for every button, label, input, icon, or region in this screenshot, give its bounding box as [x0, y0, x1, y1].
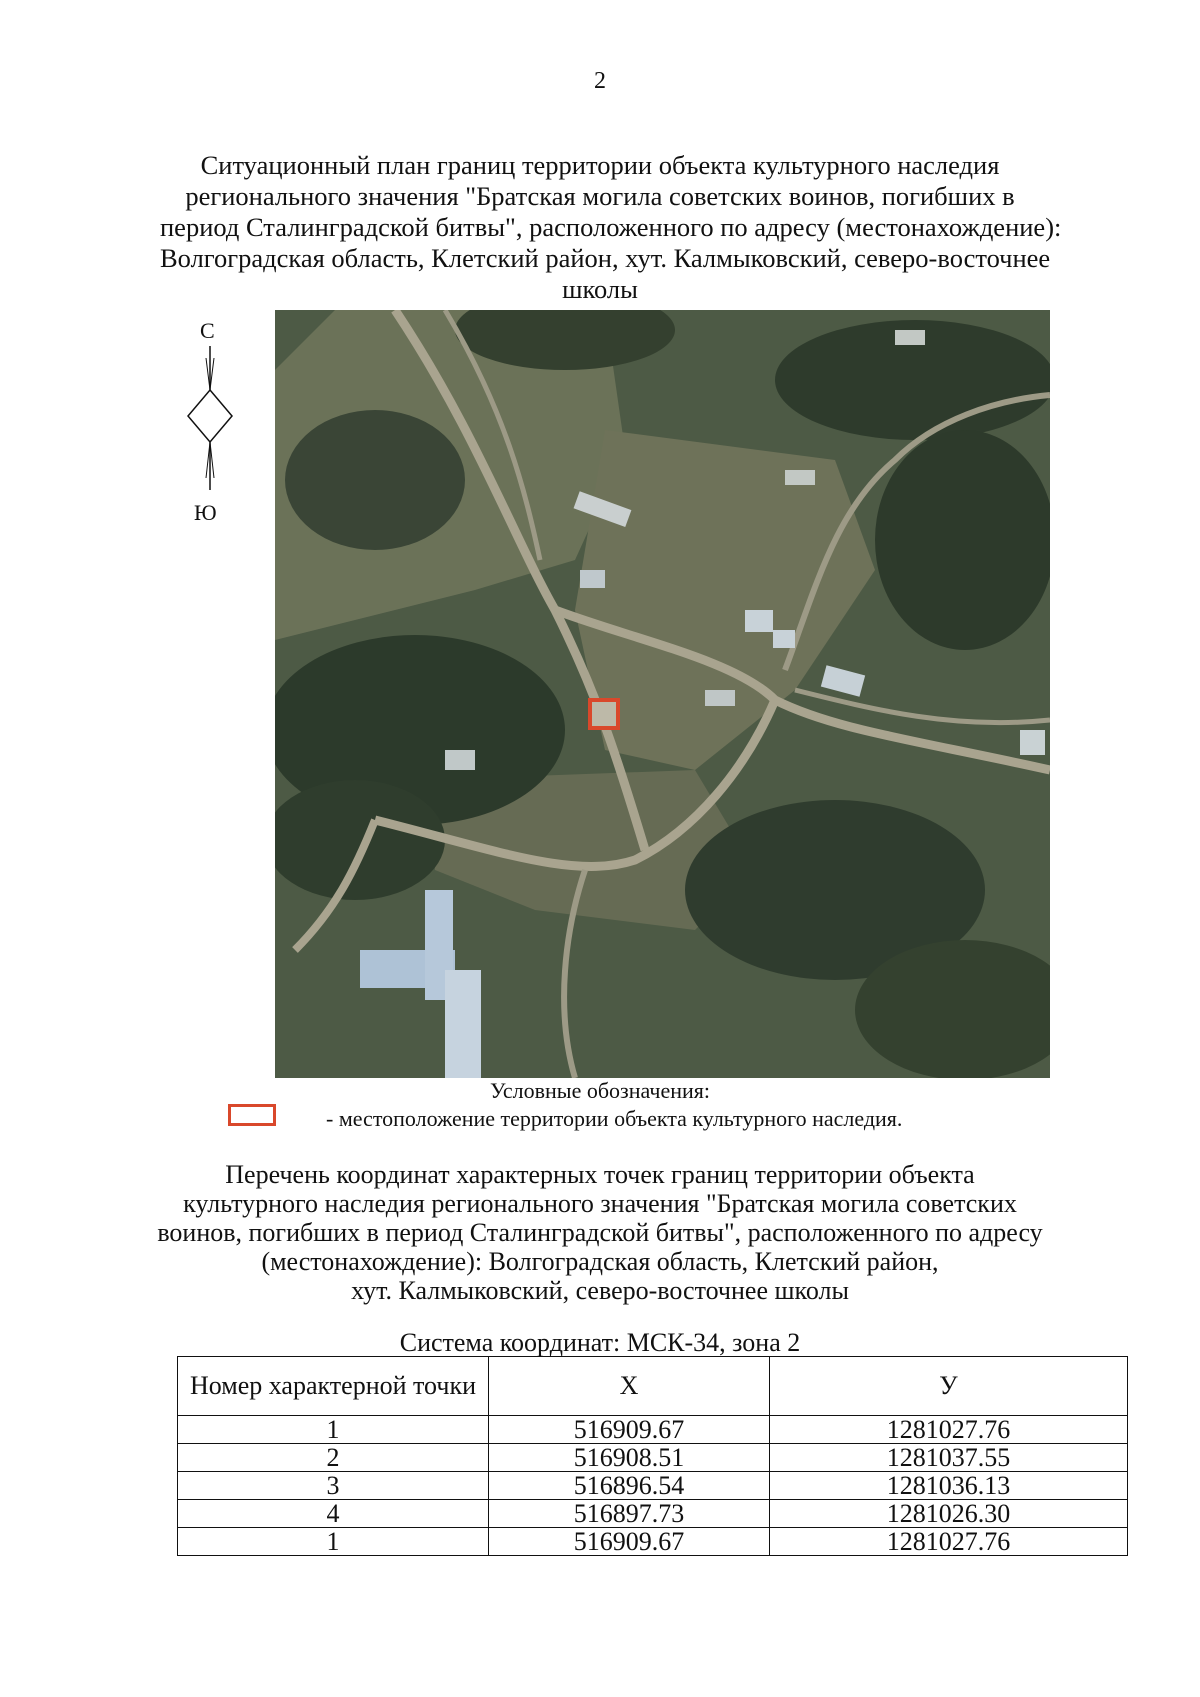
- cell-y: 1281026.30: [770, 1500, 1128, 1528]
- document-title: [160, 150, 1062, 305]
- satellite-map-image: [275, 310, 1050, 1078]
- cell-y: 1281027.76: [770, 1528, 1128, 1556]
- cell-y: 1281037.55: [770, 1444, 1128, 1472]
- compass-south-label: Ю: [194, 500, 217, 525]
- subtitle-line: (местонахождение): Волгоградская область, Клетский район,: [261, 1247, 939, 1276]
- title-line: Волгоградская область, Клетский район, хут. Калмыковский, северо-восточнее: [160, 243, 1051, 273]
- cell-x: 516909.67: [489, 1416, 770, 1444]
- compass-north-label: С: [200, 318, 215, 343]
- cell-point-number: 2: [178, 1444, 489, 1472]
- cell-point-number: 3: [178, 1472, 489, 1500]
- page-number: 2: [594, 68, 606, 94]
- table-row: [178, 1416, 1128, 1444]
- legend-item-text: - местоположение территории объекта культурного наследия.: [326, 1106, 903, 1131]
- subtitle-line: хут. Калмыковский, северо-восточнее школы: [351, 1276, 849, 1305]
- subtitle-line: культурного наследия регионального значения "Братская могила советских: [183, 1189, 1017, 1218]
- cell-x: 516896.54: [489, 1472, 770, 1500]
- header-point-number: Номер характерной точки: [178, 1357, 489, 1416]
- table-row: [178, 1472, 1128, 1500]
- cell-y: 1281027.76: [770, 1416, 1128, 1444]
- table-row: [178, 1528, 1128, 1556]
- coordinate-system-caption: Система координат: МСК-34, зона 2: [399, 1328, 801, 1357]
- table-header-row: [178, 1357, 1128, 1416]
- legend-title: Условные обозначения:: [489, 1078, 711, 1103]
- cell-y: 1281036.13: [770, 1472, 1128, 1500]
- coordinates-table: [177, 1356, 1128, 1556]
- compass-icon: [180, 318, 240, 518]
- subtitle-line: воинов, погибших в период Сталинградской битвы", расположенного по адресу: [157, 1218, 1043, 1247]
- legend-marker-swatch: [228, 1104, 276, 1126]
- title-line: Ситуационный план границ территории объекта культурного наследия: [200, 150, 1000, 180]
- title-line: регионального значения "Братская могила советских воинов, погибших в: [185, 181, 1015, 211]
- title-line: школы: [562, 274, 638, 304]
- cell-point-number: 4: [178, 1500, 489, 1528]
- cell-x: 516908.51: [489, 1444, 770, 1472]
- header-x: Х: [489, 1357, 770, 1416]
- table-row: [178, 1444, 1128, 1472]
- coordinates-list-title: [150, 1160, 1050, 1305]
- subtitle-line: Перечень координат характерных точек границ территории объекта: [225, 1160, 975, 1189]
- cell-x: 516897.73: [489, 1500, 770, 1528]
- cell-point-number: 1: [178, 1528, 489, 1556]
- title-line: период Сталинградской битвы", расположенного по адресу (местонахождение):: [160, 212, 1062, 242]
- table-row: [178, 1500, 1128, 1528]
- header-y: У: [770, 1357, 1128, 1416]
- cell-x: 516909.67: [489, 1528, 770, 1556]
- cell-point-number: 1: [178, 1416, 489, 1444]
